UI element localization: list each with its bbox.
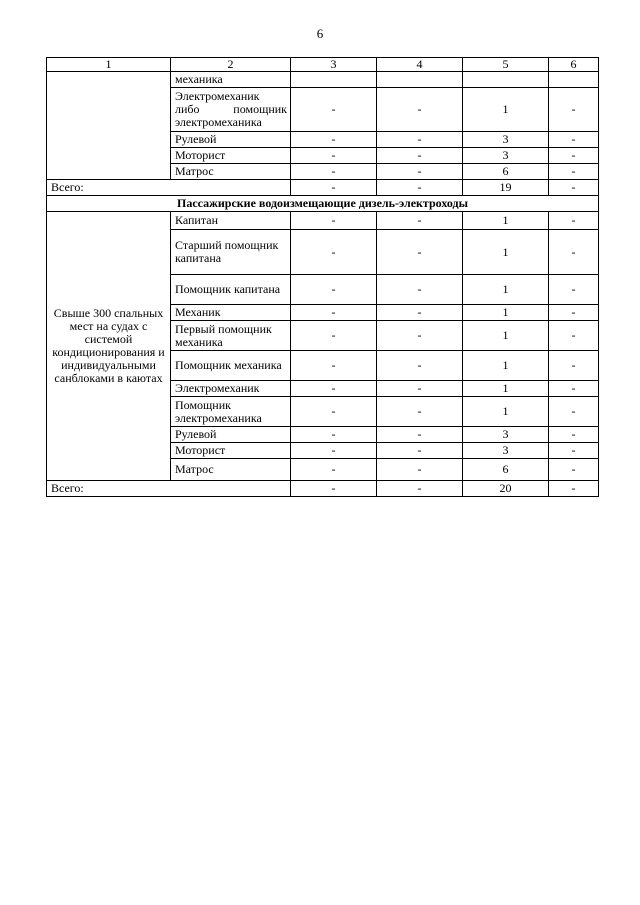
position-cell: Капитан bbox=[171, 212, 291, 230]
position-cell: Помощник капитана bbox=[171, 275, 291, 305]
value-cell: - bbox=[291, 351, 377, 381]
value-cell: - bbox=[549, 180, 599, 196]
value-cell: - bbox=[377, 459, 463, 481]
section-title: Пассажирские водоизмещающие дизель-электроходы bbox=[47, 196, 599, 212]
value-cell: - bbox=[377, 351, 463, 381]
value-cell: - bbox=[291, 321, 377, 351]
total-label: Всего: bbox=[47, 180, 291, 196]
position-cell: Помощник механика bbox=[171, 351, 291, 381]
value-cell: - bbox=[377, 275, 463, 305]
total-label: Всего: bbox=[47, 481, 291, 497]
header-cell: 1 bbox=[47, 58, 171, 72]
value-cell: - bbox=[291, 427, 377, 443]
value-cell: - bbox=[377, 132, 463, 148]
table-row bbox=[47, 72, 599, 88]
group-cell-continued bbox=[47, 72, 171, 180]
value-cell: 1 bbox=[463, 275, 549, 305]
value-cell: - bbox=[291, 164, 377, 180]
value-cell bbox=[549, 72, 599, 88]
value-cell: 1 bbox=[463, 88, 549, 132]
value-cell: - bbox=[291, 180, 377, 196]
value-cell: - bbox=[377, 381, 463, 397]
value-cell: 1 bbox=[463, 230, 549, 275]
value-cell: - bbox=[549, 275, 599, 305]
crew-table bbox=[46, 57, 599, 497]
value-cell: - bbox=[549, 305, 599, 321]
value-cell: - bbox=[377, 148, 463, 164]
value-cell: - bbox=[377, 427, 463, 443]
value-cell: - bbox=[291, 212, 377, 230]
value-cell: - bbox=[549, 443, 599, 459]
value-cell: - bbox=[377, 397, 463, 427]
value-cell: - bbox=[549, 132, 599, 148]
value-cell: - bbox=[377, 321, 463, 351]
position-cell: Моторист bbox=[171, 443, 291, 459]
value-cell: - bbox=[377, 212, 463, 230]
group-cell: Свыше 300 спальных мест на судах с системой кондиционирования и индивидуальными санблоками в каютах bbox=[47, 212, 171, 481]
position-cell: Первый помощник механика bbox=[171, 321, 291, 351]
section-header-row bbox=[47, 196, 599, 212]
position-cell: Рулевой bbox=[171, 427, 291, 443]
value-cell: - bbox=[291, 132, 377, 148]
value-cell: - bbox=[291, 230, 377, 275]
value-cell: 20 bbox=[463, 481, 549, 497]
value-cell bbox=[291, 72, 377, 88]
value-cell: - bbox=[291, 381, 377, 397]
position-cell bbox=[171, 88, 291, 132]
value-cell: - bbox=[291, 481, 377, 497]
value-cell: - bbox=[291, 397, 377, 427]
value-cell: - bbox=[291, 443, 377, 459]
value-cell: - bbox=[549, 481, 599, 497]
value-cell: - bbox=[549, 459, 599, 481]
position-cell: Матрос bbox=[171, 459, 291, 481]
value-cell: - bbox=[377, 180, 463, 196]
header-cell: 2 bbox=[171, 58, 291, 72]
position-cell: Моторист bbox=[171, 148, 291, 164]
value-cell: - bbox=[291, 148, 377, 164]
header-cell: 4 bbox=[377, 58, 463, 72]
position-cell: Старший помощник капитана bbox=[171, 230, 291, 275]
value-cell: 1 bbox=[463, 321, 549, 351]
value-cell: - bbox=[549, 164, 599, 180]
value-cell: - bbox=[549, 230, 599, 275]
value-cell: - bbox=[549, 88, 599, 132]
value-cell: - bbox=[291, 275, 377, 305]
header-cell: 5 bbox=[463, 58, 549, 72]
position-cell: Электромеханик bbox=[171, 381, 291, 397]
value-cell: - bbox=[377, 88, 463, 132]
value-cell: - bbox=[377, 305, 463, 321]
total-row bbox=[47, 180, 599, 196]
value-cell: - bbox=[549, 397, 599, 427]
position-cell: механика bbox=[171, 72, 291, 88]
position-cell: Рулевой bbox=[171, 132, 291, 148]
value-cell: - bbox=[549, 351, 599, 381]
value-cell: - bbox=[291, 305, 377, 321]
page-number: 6 bbox=[316, 26, 324, 41]
value-cell: 3 bbox=[463, 443, 549, 459]
value-cell: 1 bbox=[463, 212, 549, 230]
value-cell: - bbox=[291, 459, 377, 481]
value-cell: 1 bbox=[463, 397, 549, 427]
value-cell: - bbox=[291, 88, 377, 132]
value-cell: - bbox=[549, 381, 599, 397]
position-cell: Помощник электромеханика bbox=[171, 397, 291, 427]
value-cell: - bbox=[549, 212, 599, 230]
value-cell: - bbox=[377, 443, 463, 459]
value-cell: - bbox=[549, 321, 599, 351]
value-cell: - bbox=[549, 148, 599, 164]
value-cell: 6 bbox=[463, 459, 549, 481]
value-cell: - bbox=[377, 481, 463, 497]
value-cell: 3 bbox=[463, 427, 549, 443]
position-text: Электромеханик либо помощник электромеханика bbox=[175, 89, 287, 129]
value-cell: - bbox=[549, 427, 599, 443]
value-cell: 6 bbox=[463, 164, 549, 180]
value-cell bbox=[377, 72, 463, 88]
header-cell: 6 bbox=[549, 58, 599, 72]
total-row bbox=[47, 481, 599, 497]
header-cell: 3 bbox=[291, 58, 377, 72]
value-cell: 1 bbox=[463, 305, 549, 321]
value-cell: - bbox=[377, 164, 463, 180]
value-cell: 3 bbox=[463, 132, 549, 148]
value-cell: 1 bbox=[463, 351, 549, 381]
value-cell: - bbox=[377, 230, 463, 275]
position-cell: Механик bbox=[171, 305, 291, 321]
table-row bbox=[47, 212, 599, 230]
value-cell: 3 bbox=[463, 148, 549, 164]
value-cell: 19 bbox=[463, 180, 549, 196]
value-cell: 1 bbox=[463, 381, 549, 397]
header-row bbox=[47, 58, 599, 72]
position-cell: Матрос bbox=[171, 164, 291, 180]
value-cell bbox=[463, 72, 549, 88]
